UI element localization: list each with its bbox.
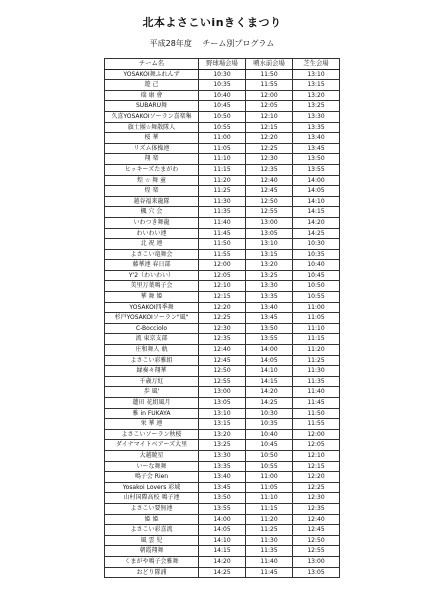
fountain-time-cell: 13:30: [246, 281, 293, 292]
team-name-cell: リズム体操連: [105, 143, 199, 154]
table-row: [105, 376, 340, 387]
lawn-time-cell: 14:05: [293, 186, 340, 197]
team-name-cell: 鳴子会 Rien: [105, 472, 199, 483]
baseball-time-cell: 12:10: [199, 281, 246, 292]
program-table: [104, 58, 340, 578]
subtitle-name: チーム別プログラム: [202, 39, 275, 48]
table-row: [105, 493, 340, 504]
baseball-time-cell: 11:50: [199, 239, 246, 250]
fountain-time-cell: 14:25: [246, 398, 293, 409]
fountain-time-cell: 12:20: [246, 133, 293, 144]
baseball-time-cell: 13:05: [199, 398, 246, 409]
fountain-time-cell: 10:55: [246, 461, 293, 472]
table-row: [105, 345, 340, 356]
team-name-cell: 姫 姫: [105, 514, 199, 525]
lawn-time-cell: 12:55: [293, 546, 340, 557]
document-subtitle: [0, 38, 424, 49]
fountain-time-cell: 11:30: [246, 535, 293, 546]
fountain-time-cell: 11:10: [246, 493, 293, 504]
lawn-time-cell: 13:50: [293, 154, 340, 165]
table-row: [105, 133, 340, 144]
lawn-time-cell: 13:25: [293, 101, 340, 112]
fountain-time-cell: 11:55: [246, 80, 293, 91]
lawn-time-cell: 13:05: [293, 567, 340, 578]
baseball-time-cell: 10:35: [199, 80, 246, 91]
fountain-time-cell: 14:20: [246, 387, 293, 398]
table-row: [105, 196, 340, 207]
lawn-time-cell: 11:00: [293, 302, 340, 313]
baseball-time-cell: 11:15: [199, 164, 246, 175]
lawn-time-cell: 10:40: [293, 260, 340, 271]
lawn-time-cell: 12:10: [293, 450, 340, 461]
team-name-cell: 越谷福来龍隊: [105, 196, 199, 207]
baseball-time-cell: 14:20: [199, 556, 246, 567]
lawn-time-cell: 12:35: [293, 503, 340, 514]
fountain-time-cell: 12:05: [246, 101, 293, 112]
lawn-time-cell: 14:20: [293, 217, 340, 228]
lawn-time-cell: 11:30: [293, 366, 340, 377]
lawn-time-cell: 13:35: [293, 122, 340, 133]
lawn-time-cell: 14:25: [293, 228, 340, 239]
fountain-time-cell: 10:40: [246, 429, 293, 440]
team-name-cell: 雅 in FUKAYA: [105, 408, 199, 419]
team-name-cell: ヒッキーズたまがわ: [105, 164, 199, 175]
fountain-time-cell: 10:35: [246, 419, 293, 430]
lawn-time-cell: 12:15: [293, 461, 340, 472]
lawn-time-cell: 13:55: [293, 164, 340, 175]
team-name-cell: よさこい竜舞会: [105, 249, 199, 260]
baseball-time-cell: 11:35: [199, 207, 246, 218]
fountain-time-cell: 14:15: [246, 376, 293, 387]
team-name-cell: 遊 己: [105, 80, 199, 91]
team-name-cell: 歩 風': [105, 387, 199, 398]
team-name-cell: くまがや鳴子会雅舞: [105, 556, 199, 567]
table-row: [105, 482, 340, 493]
team-name-cell: 朝霞翔舞: [105, 546, 199, 557]
fountain-time-cell: 10:45: [246, 440, 293, 451]
team-name-cell: 縁奏々翔華: [105, 366, 199, 377]
team-name-cell: SUBARU舞: [105, 101, 199, 112]
fountain-time-cell: 13:05: [246, 228, 293, 239]
table-row: [105, 249, 340, 260]
baseball-time-cell: 12:20: [199, 302, 246, 313]
team-name-cell: YOSAKOI四季舞: [105, 302, 199, 313]
team-name-cell: 栄 華 連: [105, 419, 199, 430]
fountain-time-cell: 13:20: [246, 260, 293, 271]
fountain-time-cell: 13:50: [246, 323, 293, 334]
table-row: [105, 292, 340, 303]
team-name-cell: 北 祝 連: [105, 239, 199, 250]
subtitle-year: 平成28年度: [149, 39, 192, 48]
baseball-time-cell: 14:15: [199, 546, 246, 557]
baseball-time-cell: 10:45: [199, 101, 246, 112]
table-row: [105, 567, 340, 578]
table-row: [105, 525, 340, 536]
table-row: [105, 302, 340, 313]
table-row: [105, 461, 340, 472]
lawn-time-cell: 13:00: [293, 556, 340, 567]
team-name-cell: 風 雲 児: [105, 535, 199, 546]
team-name-cell: 大越暁星: [105, 450, 199, 461]
fountain-time-cell: 10:30: [246, 408, 293, 419]
lawn-time-cell: 12:25: [293, 482, 340, 493]
header-baseball-venue: 野球場会場: [199, 59, 246, 70]
team-name-cell: 煌 楽: [105, 186, 199, 197]
fountain-time-cell: 13:10: [246, 239, 293, 250]
baseball-time-cell: 14:25: [199, 567, 246, 578]
table-row: [105, 440, 340, 451]
baseball-time-cell: 13:30: [199, 450, 246, 461]
team-name-cell: よさこい彩雅組: [105, 355, 199, 366]
table-row: [105, 260, 340, 271]
baseball-time-cell: 13:40: [199, 472, 246, 483]
baseball-time-cell: 13:00: [199, 387, 246, 398]
lawn-time-cell: 14:10: [293, 196, 340, 207]
baseball-time-cell: 14:10: [199, 535, 246, 546]
fountain-time-cell: 14:10: [246, 366, 293, 377]
lawn-time-cell: 10:35: [293, 249, 340, 260]
table-row: [105, 122, 340, 133]
table-row: [105, 355, 340, 366]
lawn-time-cell: 11:50: [293, 408, 340, 419]
baseball-time-cell: 12:05: [199, 270, 246, 281]
baseball-time-cell: 13:10: [199, 408, 246, 419]
team-name-cell: 旗士團☆舞散隊人: [105, 122, 199, 133]
lawn-time-cell: 13:30: [293, 111, 340, 122]
lawn-time-cell: 11:05: [293, 313, 340, 324]
lawn-time-cell: 11:55: [293, 419, 340, 430]
lawn-time-cell: 10:45: [293, 270, 340, 281]
table-row: [105, 450, 340, 461]
fountain-time-cell: 13:35: [246, 292, 293, 303]
team-name-cell: Y'2（わいわい）: [105, 270, 199, 281]
baseball-time-cell: 13:35: [199, 461, 246, 472]
fountain-time-cell: 12:10: [246, 111, 293, 122]
fountain-time-cell: 11:20: [246, 514, 293, 525]
team-name-cell: おどり隊浦: [105, 567, 199, 578]
table-body: [105, 69, 340, 578]
lawn-time-cell: 11:25: [293, 355, 340, 366]
table-row: [105, 143, 340, 154]
team-name-cell: よさこいソーラン秋桜: [105, 429, 199, 440]
fountain-time-cell: 11:45: [246, 567, 293, 578]
baseball-time-cell: 11:45: [199, 228, 246, 239]
fountain-time-cell: 12:40: [246, 175, 293, 186]
team-name-cell: 瑞 康 會: [105, 90, 199, 101]
lawn-time-cell: 13:10: [293, 69, 340, 80]
fountain-time-cell: 11:25: [246, 525, 293, 536]
baseball-time-cell: 11:10: [199, 154, 246, 165]
table-row: [105, 546, 340, 557]
table-row: [105, 111, 340, 122]
baseball-time-cell: 10:40: [199, 90, 246, 101]
lawn-time-cell: 14:15: [293, 207, 340, 218]
baseball-time-cell: 13:15: [199, 419, 246, 430]
fountain-time-cell: 12:00: [246, 90, 293, 101]
table-row: [105, 270, 340, 281]
baseball-time-cell: 12:35: [199, 334, 246, 345]
baseball-time-cell: 12:15: [199, 292, 246, 303]
lawn-time-cell: 12:20: [293, 472, 340, 483]
fountain-time-cell: 12:35: [246, 164, 293, 175]
header-lawn-venue: 芝生会場: [293, 59, 340, 70]
lawn-time-cell: 12:40: [293, 514, 340, 525]
baseball-time-cell: 14:00: [199, 514, 246, 525]
baseball-time-cell: 11:25: [199, 186, 246, 197]
fountain-time-cell: 11:15: [246, 503, 293, 514]
fountain-time-cell: 11:05: [246, 482, 293, 493]
fountain-time-cell: 11:50: [246, 69, 293, 80]
baseball-time-cell: 12:30: [199, 323, 246, 334]
table-row: [105, 90, 340, 101]
lawn-time-cell: 10:55: [293, 292, 340, 303]
fountain-time-cell: 13:25: [246, 270, 293, 281]
team-name-cell: C-Bocciolo: [105, 323, 199, 334]
lawn-time-cell: 13:45: [293, 143, 340, 154]
team-name-cell: 藤華連 春日部: [105, 260, 199, 271]
table-row: [105, 387, 340, 398]
baseball-time-cell: 13:25: [199, 440, 246, 451]
baseball-time-cell: 14:05: [199, 525, 246, 536]
table-row: [105, 207, 340, 218]
table-row: [105, 419, 340, 430]
fountain-time-cell: 14:00: [246, 345, 293, 356]
fountain-time-cell: 13:00: [246, 217, 293, 228]
table-row: [105, 154, 340, 165]
table-row: [105, 101, 340, 112]
baseball-time-cell: 11:55: [199, 249, 246, 260]
lawn-time-cell: 13:40: [293, 133, 340, 144]
table-row: [105, 366, 340, 377]
fountain-time-cell: 11:35: [246, 546, 293, 557]
lawn-time-cell: 13:20: [293, 90, 340, 101]
team-name-cell: 庄和舞人 軌: [105, 345, 199, 356]
baseball-time-cell: 12:40: [199, 345, 246, 356]
fountain-time-cell: 12:15: [246, 122, 293, 133]
baseball-time-cell: 11:00: [199, 133, 246, 144]
table-row: [105, 80, 340, 91]
baseball-time-cell: 10:50: [199, 111, 246, 122]
lawn-time-cell: 12:30: [293, 493, 340, 504]
baseball-time-cell: 13:45: [199, 482, 246, 493]
table-row: [105, 472, 340, 483]
fountain-time-cell: 12:25: [246, 143, 293, 154]
table-header-row: [105, 59, 340, 70]
fountain-time-cell: 12:50: [246, 196, 293, 207]
team-name-cell: 美里万葉鳴子会: [105, 281, 199, 292]
header-team-name: チーム名: [105, 59, 199, 70]
baseball-time-cell: 12:55: [199, 376, 246, 387]
baseball-time-cell: 12:50: [199, 366, 246, 377]
lawn-time-cell: 12:05: [293, 440, 340, 451]
team-name-cell: 煌 ☆ 舞 童: [105, 175, 199, 186]
table-row: [105, 313, 340, 324]
fountain-time-cell: 12:55: [246, 207, 293, 218]
fountain-time-cell: 14:05: [246, 355, 293, 366]
team-name-cell: よさこい彩喜流: [105, 525, 199, 536]
fountain-time-cell: 13:15: [246, 249, 293, 260]
team-name-cell: Yosakoi Lovers 彩域: [105, 482, 199, 493]
baseball-time-cell: 11:30: [199, 196, 246, 207]
baseball-time-cell: 13:20: [199, 429, 246, 440]
header-fountain-venue: 噴水前会場: [246, 59, 293, 70]
table-row: [105, 334, 340, 345]
team-name-cell: いわつき舞龍: [105, 217, 199, 228]
fountain-time-cell: 12:45: [246, 186, 293, 197]
team-name-cell: 杉戸YOSAKOIソーラン"風": [105, 313, 199, 324]
table-row: [105, 514, 340, 525]
baseball-time-cell: 12:45: [199, 355, 246, 366]
lawn-time-cell: 11:35: [293, 376, 340, 387]
baseball-time-cell: 12:25: [199, 313, 246, 324]
table-row: [105, 323, 340, 334]
baseball-time-cell: 13:50: [199, 493, 246, 504]
lawn-time-cell: 11:45: [293, 398, 340, 409]
lawn-time-cell: 10:30: [293, 239, 340, 250]
lawn-time-cell: 12:00: [293, 429, 340, 440]
table-row: [105, 398, 340, 409]
team-name-cell: 華 舞 姫: [105, 292, 199, 303]
table-row: [105, 186, 340, 197]
team-name-cell: いーな舞舞: [105, 461, 199, 472]
table-row: [105, 228, 340, 239]
lawn-time-cell: 12:50: [293, 535, 340, 546]
team-name-cell: よさこい要無連: [105, 503, 199, 514]
lawn-time-cell: 10:50: [293, 281, 340, 292]
lawn-time-cell: 13:15: [293, 80, 340, 91]
team-name-cell: 山村国際高校 鳴子連: [105, 493, 199, 504]
team-name-cell: わいわい連: [105, 228, 199, 239]
table-row: [105, 556, 340, 567]
table-row: [105, 239, 340, 250]
table-row: [105, 281, 340, 292]
team-name-cell: 楓 穴 会: [105, 207, 199, 218]
baseball-time-cell: 10:55: [199, 122, 246, 133]
lawn-time-cell: 12:45: [293, 525, 340, 536]
baseball-time-cell: 11:40: [199, 217, 246, 228]
table-row: [105, 429, 340, 440]
fountain-time-cell: 11:00: [246, 472, 293, 483]
team-name-cell: 久喜YOSAKOIソーラン喜楽集: [105, 111, 199, 122]
baseball-time-cell: 13:55: [199, 503, 246, 514]
team-name-cell: 流 東京支部: [105, 334, 199, 345]
fountain-time-cell: 13:40: [246, 302, 293, 313]
lawn-time-cell: 11:20: [293, 345, 340, 356]
baseball-time-cell: 12:00: [199, 260, 246, 271]
fountain-time-cell: 13:45: [246, 313, 293, 324]
table-row: [105, 69, 340, 80]
table-row: [105, 164, 340, 175]
fountain-time-cell: 10:50: [246, 450, 293, 461]
team-name-cell: 桜 華: [105, 133, 199, 144]
table-row: [105, 535, 340, 546]
document-title: 北本よさこいinきくまつり: [142, 16, 282, 29]
baseball-time-cell: 11:05: [199, 143, 246, 154]
lawn-time-cell: 11:15: [293, 334, 340, 345]
lawn-time-cell: 11:10: [293, 323, 340, 334]
team-name-cell: 蓮田 花組風月: [105, 398, 199, 409]
fountain-time-cell: 13:55: [246, 334, 293, 345]
baseball-time-cell: 11:20: [199, 175, 246, 186]
team-name-cell: ダイナマイトベアーズ大里: [105, 440, 199, 451]
baseball-time-cell: 10:30: [199, 69, 246, 80]
team-name-cell: YOSAKOI舞ふれんず: [105, 69, 199, 80]
team-name-cell: 千歳万紅: [105, 376, 199, 387]
table-row: [105, 217, 340, 228]
fountain-time-cell: 11:40: [246, 556, 293, 567]
table-row: [105, 175, 340, 186]
table-row: [105, 503, 340, 514]
fountain-time-cell: 12:30: [246, 154, 293, 165]
team-name-cell: 翔 楽: [105, 154, 199, 165]
table-row: [105, 408, 340, 419]
lawn-time-cell: 11:40: [293, 387, 340, 398]
lawn-time-cell: 14:00: [293, 175, 340, 186]
